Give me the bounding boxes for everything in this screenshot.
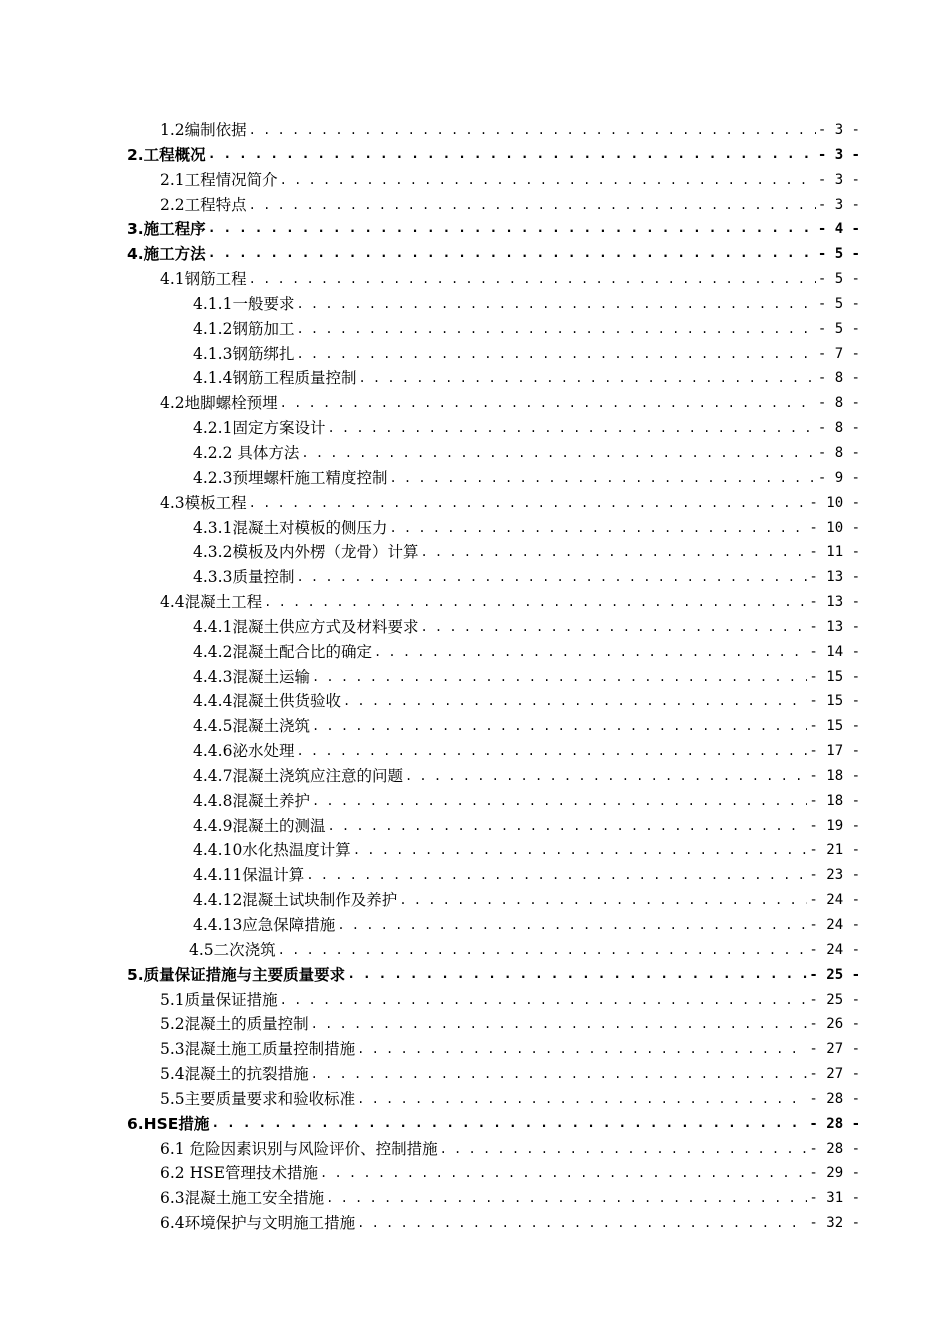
toc-entry-title: 4.4.12混凝土试块制作及养护: [193, 891, 398, 910]
toc-entry-title: 4.4.1混凝土供应方式及材料要求: [193, 617, 419, 636]
toc-entry-page: - 18 -: [809, 792, 860, 809]
toc-entry-12[interactable]: [127, 391, 860, 416]
toc-leader-dots: [280, 988, 808, 1013]
toc-entry-6[interactable]: [127, 242, 860, 267]
toc-entry-page: - 24 -: [809, 892, 860, 909]
toc-entry-title: 2.1工程情况简介: [160, 170, 278, 189]
toc-entry-title: 6.1 危险因素识别与风险评价、控制措施: [160, 1139, 438, 1158]
toc-entry-5[interactable]: [127, 217, 860, 242]
toc-entry-title: 4.4.5混凝土浇筑: [193, 717, 310, 736]
toc-entry-22[interactable]: [127, 640, 860, 665]
toc-leader-dots: [357, 1211, 807, 1236]
toc-entry-21[interactable]: [127, 615, 860, 640]
toc-leader-dots: [312, 665, 807, 690]
toc-entry-page: - 29 -: [809, 1165, 860, 1182]
toc-entry-29[interactable]: [127, 814, 860, 839]
toc-entry-title: 4.4.4混凝土供货验收: [193, 692, 341, 711]
toc-leader-dots: [208, 217, 816, 242]
toc-leader-dots: [296, 342, 815, 367]
toc-entry-title: 3.施工程序: [127, 220, 206, 239]
toc-entry-35[interactable]: [127, 963, 860, 988]
toc-leader-dots: [327, 814, 807, 839]
toc-entry-2[interactable]: [127, 143, 860, 168]
toc-leader-dots: [343, 689, 807, 714]
toc-leader-dots: [249, 193, 816, 218]
toc-leader-dots: [311, 1012, 808, 1037]
toc-entry-31[interactable]: [127, 863, 860, 888]
toc-entry-26[interactable]: [127, 739, 860, 764]
toc-leader-dots: [312, 789, 807, 814]
toc-entry-title: 5.5主要质量要求和验收标准: [160, 1089, 356, 1108]
toc-entry-30[interactable]: [127, 838, 860, 863]
toc-leader-dots: [311, 1062, 808, 1087]
toc-entry-title: 5.3混凝土施工质量控制措施: [160, 1040, 356, 1059]
toc-entry-title: 6.4环境保护与文明施工措施: [160, 1214, 356, 1233]
toc-entry-27[interactable]: [127, 764, 860, 789]
toc-entry-title: 4.3模板工程: [160, 493, 247, 512]
toc-leader-dots: [327, 416, 815, 441]
toc-leader-dots: [440, 1137, 808, 1162]
toc-entry-title: 2.2工程特点: [160, 195, 247, 214]
toc-leader-dots: [347, 963, 807, 988]
toc-entry-15[interactable]: [127, 466, 860, 491]
toc-entry-40[interactable]: [127, 1087, 860, 1112]
toc-entry-page: - 26 -: [809, 1016, 860, 1033]
toc-leader-dots: [211, 1112, 807, 1137]
toc-entry-34[interactable]: [127, 938, 860, 963]
toc-entry-11[interactable]: [127, 366, 860, 391]
toc-entry-45[interactable]: [127, 1211, 860, 1236]
toc-entry-14[interactable]: [127, 441, 860, 466]
toc-entry-13[interactable]: [127, 416, 860, 441]
toc-entry-37[interactable]: [127, 1012, 860, 1037]
toc-entry-page: - 3 -: [817, 146, 860, 163]
toc-entry-title: 4.3.3质量控制: [193, 568, 295, 587]
toc-entry-page: - 4 -: [817, 221, 860, 238]
toc-entry-page: - 9 -: [817, 469, 860, 486]
toc-leader-dots: [296, 565, 807, 590]
toc-entry-page: - 8 -: [817, 395, 860, 412]
toc-entry-page: - 5 -: [817, 320, 860, 337]
toc-entry-page: - 24 -: [809, 917, 860, 933]
toc-entry-page: - 17 -: [809, 743, 860, 760]
toc-entry-19[interactable]: [127, 565, 860, 590]
toc-entry-title: 4.5二次浇筑: [189, 940, 276, 959]
toc-entry-page: - 24 -: [809, 941, 860, 958]
toc-entry-page: - 32 -: [809, 1215, 860, 1232]
toc-entry-title: 4.2.3预埋螺杆施工精度控制: [193, 468, 388, 487]
toc-leader-dots: [280, 168, 816, 193]
toc-entry-title: 4.4混凝土工程: [160, 593, 263, 612]
toc-entry-7[interactable]: [127, 267, 860, 292]
toc-entry-title: 4.3.2模板及内外楞（龙骨）计算: [193, 543, 419, 562]
toc-entry-title: 4.4.3混凝土运输: [193, 667, 310, 686]
toc-entry-page: - 23 -: [809, 867, 860, 884]
toc-leader-dots: [249, 267, 816, 292]
toc-leader-dots: [353, 838, 808, 863]
toc-entry-title: 4.施工方法: [127, 245, 206, 264]
toc-entry-title: 5.4混凝土的抗裂措施: [160, 1065, 309, 1084]
toc-entry-16[interactable]: [127, 491, 860, 516]
toc-entry-title: 4.4.2混凝土配合比的确定: [193, 642, 372, 661]
toc-entry-page: - 27 -: [809, 1066, 860, 1083]
toc-entry-title: 4.1.2钢筋加工: [193, 319, 295, 338]
toc-entry-page: - 10 -: [809, 519, 860, 536]
toc-entry-title: 5.2混凝土的质量控制: [160, 1015, 309, 1034]
toc-entry-title: 4.4.7混凝土浇筑应注意的问题: [193, 766, 403, 785]
toc-entry-title: 4.4.13应急保障措施: [193, 916, 336, 934]
toc-leader-dots: [278, 938, 808, 963]
toc-leader-dots: [405, 764, 807, 789]
toc-entry-8[interactable]: [127, 292, 860, 317]
toc-entry-title: 6.2 HSE管理技术措施: [160, 1164, 319, 1183]
toc-entry-page: - 13 -: [809, 569, 860, 586]
toc-entry-32[interactable]: [127, 888, 860, 913]
toc-entry-page: - 8 -: [817, 420, 860, 437]
toc-entry-page: - 13 -: [809, 618, 860, 635]
toc-entry-title: 4.4.11保温计算: [193, 866, 305, 885]
toc-entry-page: - 15 -: [809, 693, 860, 710]
toc-entry-page: - 28 -: [809, 1140, 860, 1157]
toc-leader-dots: [264, 590, 807, 615]
toc-entry-page: - 18 -: [809, 767, 860, 784]
toc-entry-page: - 5 -: [817, 271, 860, 288]
toc-leader-dots: [389, 516, 807, 541]
toc-entry-page: - 5 -: [817, 295, 860, 312]
toc-leader-dots: [296, 739, 807, 764]
toc-leader-dots: [296, 292, 815, 317]
toc-entry-page: - 15 -: [809, 718, 860, 735]
toc-entry-4[interactable]: [127, 193, 860, 218]
toc-entry-page: - 8 -: [817, 370, 860, 387]
toc-leader-dots: [249, 118, 816, 143]
toc-entry-9[interactable]: [127, 317, 860, 342]
toc-entry-page: - 3 -: [817, 122, 860, 138]
table-of-contents: [127, 118, 860, 1236]
toc-entry-page: - 14 -: [809, 643, 860, 660]
toc-entry-39[interactable]: [127, 1062, 860, 1087]
toc-entry-title: 4.2.2 具体方法: [193, 443, 300, 462]
toc-leader-dots: [306, 863, 807, 888]
toc-entry-28[interactable]: [127, 789, 860, 814]
toc-leader-dots: [249, 491, 808, 516]
toc-leader-dots: [301, 441, 815, 466]
toc-leader-dots: [374, 640, 807, 665]
toc-entry-title: 4.4.8混凝土养护: [193, 791, 310, 810]
toc-entry-page: - 15 -: [809, 668, 860, 685]
toc-entry-title: 4.2地脚螺栓预埋: [160, 394, 278, 413]
toc-entry-25[interactable]: [127, 714, 860, 739]
toc-entry-23[interactable]: [127, 665, 860, 690]
toc-entry-42[interactable]: [127, 1137, 860, 1162]
toc-leader-dots: [358, 366, 815, 391]
toc-entry-page: - 10 -: [809, 494, 860, 511]
toc-entry-18[interactable]: [127, 540, 860, 565]
toc-leader-dots: [280, 391, 816, 416]
toc-entry-43[interactable]: [127, 1161, 860, 1186]
toc-leader-dots: [320, 1161, 807, 1186]
toc-entry-page: - 19 -: [809, 817, 860, 834]
toc-entry-10[interactable]: [127, 342, 860, 367]
toc-leader-dots: [357, 1087, 807, 1112]
toc-entry-title: 6.HSE措施: [127, 1114, 210, 1133]
toc-entry-page: - 21 -: [809, 842, 860, 859]
toc-entry-title: 6.3混凝土施工安全措施: [160, 1189, 325, 1208]
toc-entry-page: - 31 -: [809, 1190, 860, 1207]
toc-entry-41[interactable]: [127, 1112, 860, 1137]
toc-leader-dots: [208, 242, 816, 267]
toc-leader-dots: [420, 615, 807, 640]
toc-entry-page: - 27 -: [809, 1041, 860, 1058]
toc-entry-page: - 3 -: [817, 171, 860, 188]
toc-entry-title: 2.工程概况: [127, 145, 206, 164]
toc-leader-dots: [312, 714, 807, 739]
toc-entry-page: - 25 -: [809, 991, 860, 1008]
toc-entry-20[interactable]: [127, 590, 860, 615]
toc-entry-title: 4.1.1一般要求: [193, 294, 295, 313]
toc-leader-dots: [357, 1037, 807, 1062]
toc-entry-24[interactable]: [127, 689, 860, 714]
toc-entry-page: - 28 -: [809, 1090, 860, 1107]
toc-entry-page: - 7 -: [817, 345, 860, 362]
toc-leader-dots: [420, 540, 807, 565]
toc-leader-dots: [208, 143, 816, 168]
toc-entry-3[interactable]: [127, 168, 860, 193]
toc-entry-page: - 11 -: [809, 544, 860, 561]
toc-entry-title: 1.2编制依据: [160, 121, 247, 139]
toc-entry-page: - 13 -: [809, 594, 860, 611]
toc-entry-17[interactable]: [127, 516, 860, 541]
toc-entry-title: 4.4.9混凝土的测温: [193, 816, 326, 835]
toc-entry-1[interactable]: [127, 118, 860, 143]
toc-entry-title: 4.4.10水化热温度计算: [193, 841, 351, 860]
toc-entry-page: - 5 -: [817, 246, 860, 263]
toc-entry-title: 4.1.4钢筋工程质量控制: [193, 369, 357, 388]
toc-entry-title: 4.3.1混凝土对模板的侧压力: [193, 518, 388, 537]
toc-entry-title: 4.1.3钢筋绑扎: [193, 344, 295, 363]
toc-entry-title: 4.2.1固定方案设计: [193, 419, 326, 438]
toc-entry-page: - 25 -: [809, 966, 860, 983]
toc-entry-33[interactable]: [127, 913, 860, 938]
toc-leader-dots: [326, 1186, 807, 1211]
toc-entry-38[interactable]: [127, 1037, 860, 1062]
toc-leader-dots: [399, 888, 807, 913]
toc-entry-page: - 8 -: [817, 444, 860, 461]
toc-entry-title: 4.1钢筋工程: [160, 270, 247, 289]
toc-entry-title: 5.1质量保证措施: [160, 990, 278, 1009]
toc-leader-dots: [296, 317, 815, 342]
toc-entry-title: 4.4.6泌水处理: [193, 742, 295, 761]
toc-entry-title: 5.质量保证措施与主要质量要求: [127, 965, 346, 984]
toc-entry-page: - 3 -: [817, 196, 860, 213]
toc-entry-page: - 28 -: [809, 1115, 860, 1132]
toc-entry-44[interactable]: [127, 1186, 860, 1211]
toc-entry-36[interactable]: [127, 988, 860, 1013]
toc-leader-dots: [337, 913, 807, 938]
toc-leader-dots: [389, 466, 815, 491]
